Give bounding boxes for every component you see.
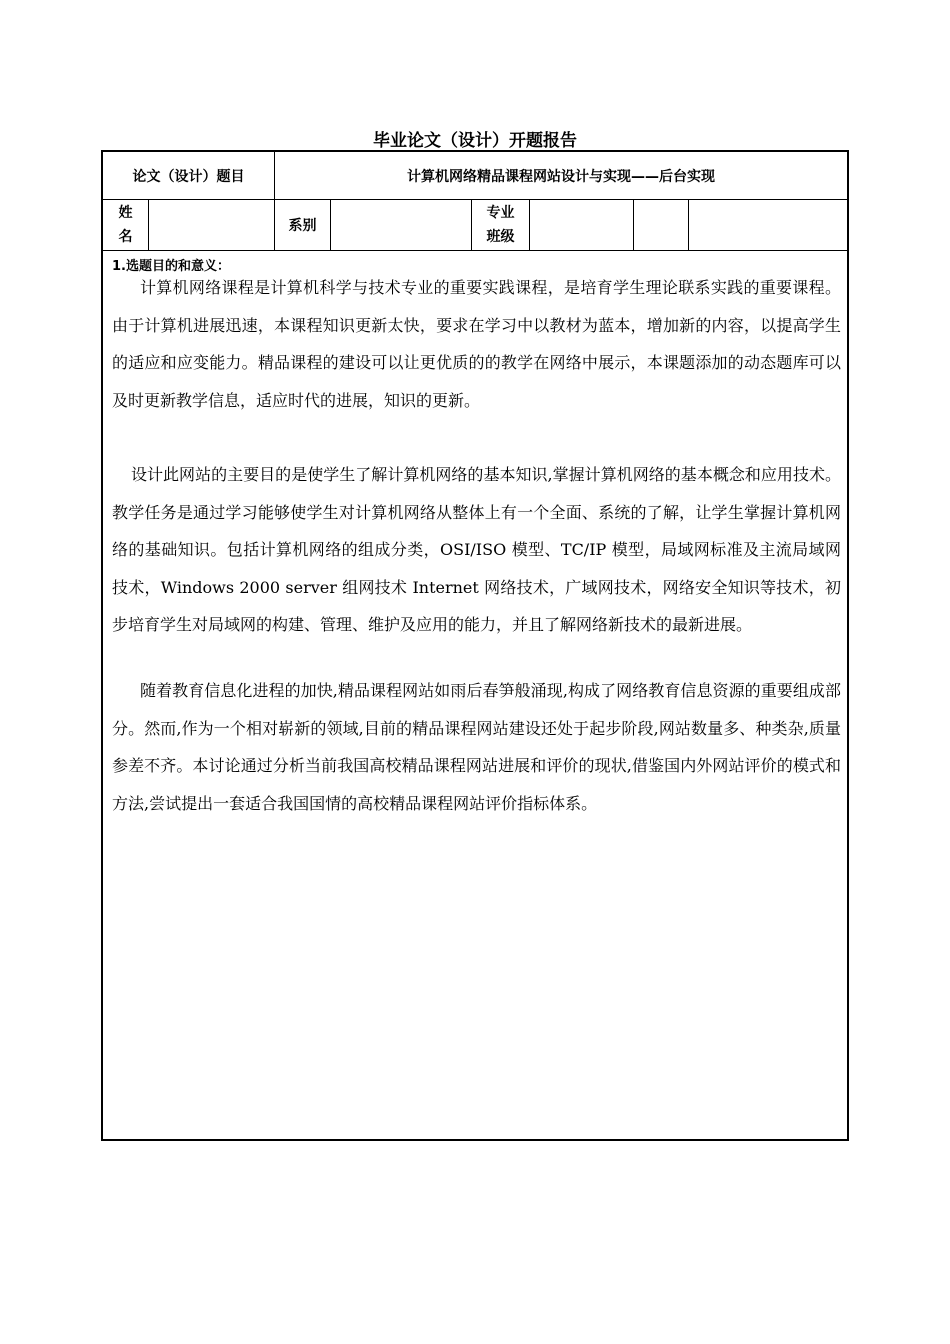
paragraph: 计算机网络课程是计算机科学与技术专业的重要实践课程，是培育学生理论联系实践的重要课程。由于计算机进展迅速，本课程知识更新太快，要求在学习中以教材为蓝本，增加新的内容，以提高学生的适应和应变能力。精品课程的建设可以让更优质的的教学在网络中展示，本课题添加的动态题库可以及时更新教学信息，适应时代的进展，知识的更新。 <box>112 278 841 410</box>
section-heading: 1.选题目的和意义： <box>112 259 230 274</box>
department-label: 系别 <box>275 200 331 250</box>
name-value <box>149 200 275 250</box>
student-info-row <box>103 200 847 251</box>
topic-label: 论文（设计）题目 <box>103 152 275 199</box>
proposal-table <box>101 150 849 1141</box>
major-class-value <box>530 200 634 250</box>
paragraph: 设计此网站的主要目的是使学生了解计算机网络的基本知识,掌握计算机网络的基本概念和应用技术。教学任务是通过学习能够使学生对计算机网络从整体上有一个全面、系统的了解，让学生掌握计算机网络的基础知识。包括计算机网络的组成分类，OSI/ISO 模型、TC/IP 模型，局域网标准及主流局域网技术，Windows 2000 server 组网技术 Internet 网络技术，广域网技术，网络安全知识等技术，初步培育学生对局域网的构建、管理、维护及应用的能力，并且了解网络新技术的最新进展。 <box>112 465 841 634</box>
name-label: 姓 名 <box>103 200 149 250</box>
paragraph: 随着教育信息化进程的加快,精品课程网站如雨后春笋般涌现,构成了网络教育信息资源的重要组成部分。然而,作为一个相对崭新的领域,目前的精品课程网站建设还处于起步阶段,网站数量多、种类杂,质量参差不齐。本讨论通过分析当前我国高校精品课程网站进展和评价的现状,借鉴国内外网站评价的模式和方法,尝试提出一套适合我国国情的高校精品课程网站评价指标体系。 <box>112 681 841 813</box>
document-title: 毕业论文（设计）开题报告 <box>373 131 577 151</box>
department-value <box>331 200 472 250</box>
extra-cell-1 <box>634 200 689 250</box>
topic-value: 计算机网络精品课程网站设计与实现——后台实现 <box>407 168 715 185</box>
major-class-label: 专业 班级 <box>472 200 530 250</box>
topic-row <box>103 152 847 200</box>
extra-cell-2 <box>689 200 847 250</box>
